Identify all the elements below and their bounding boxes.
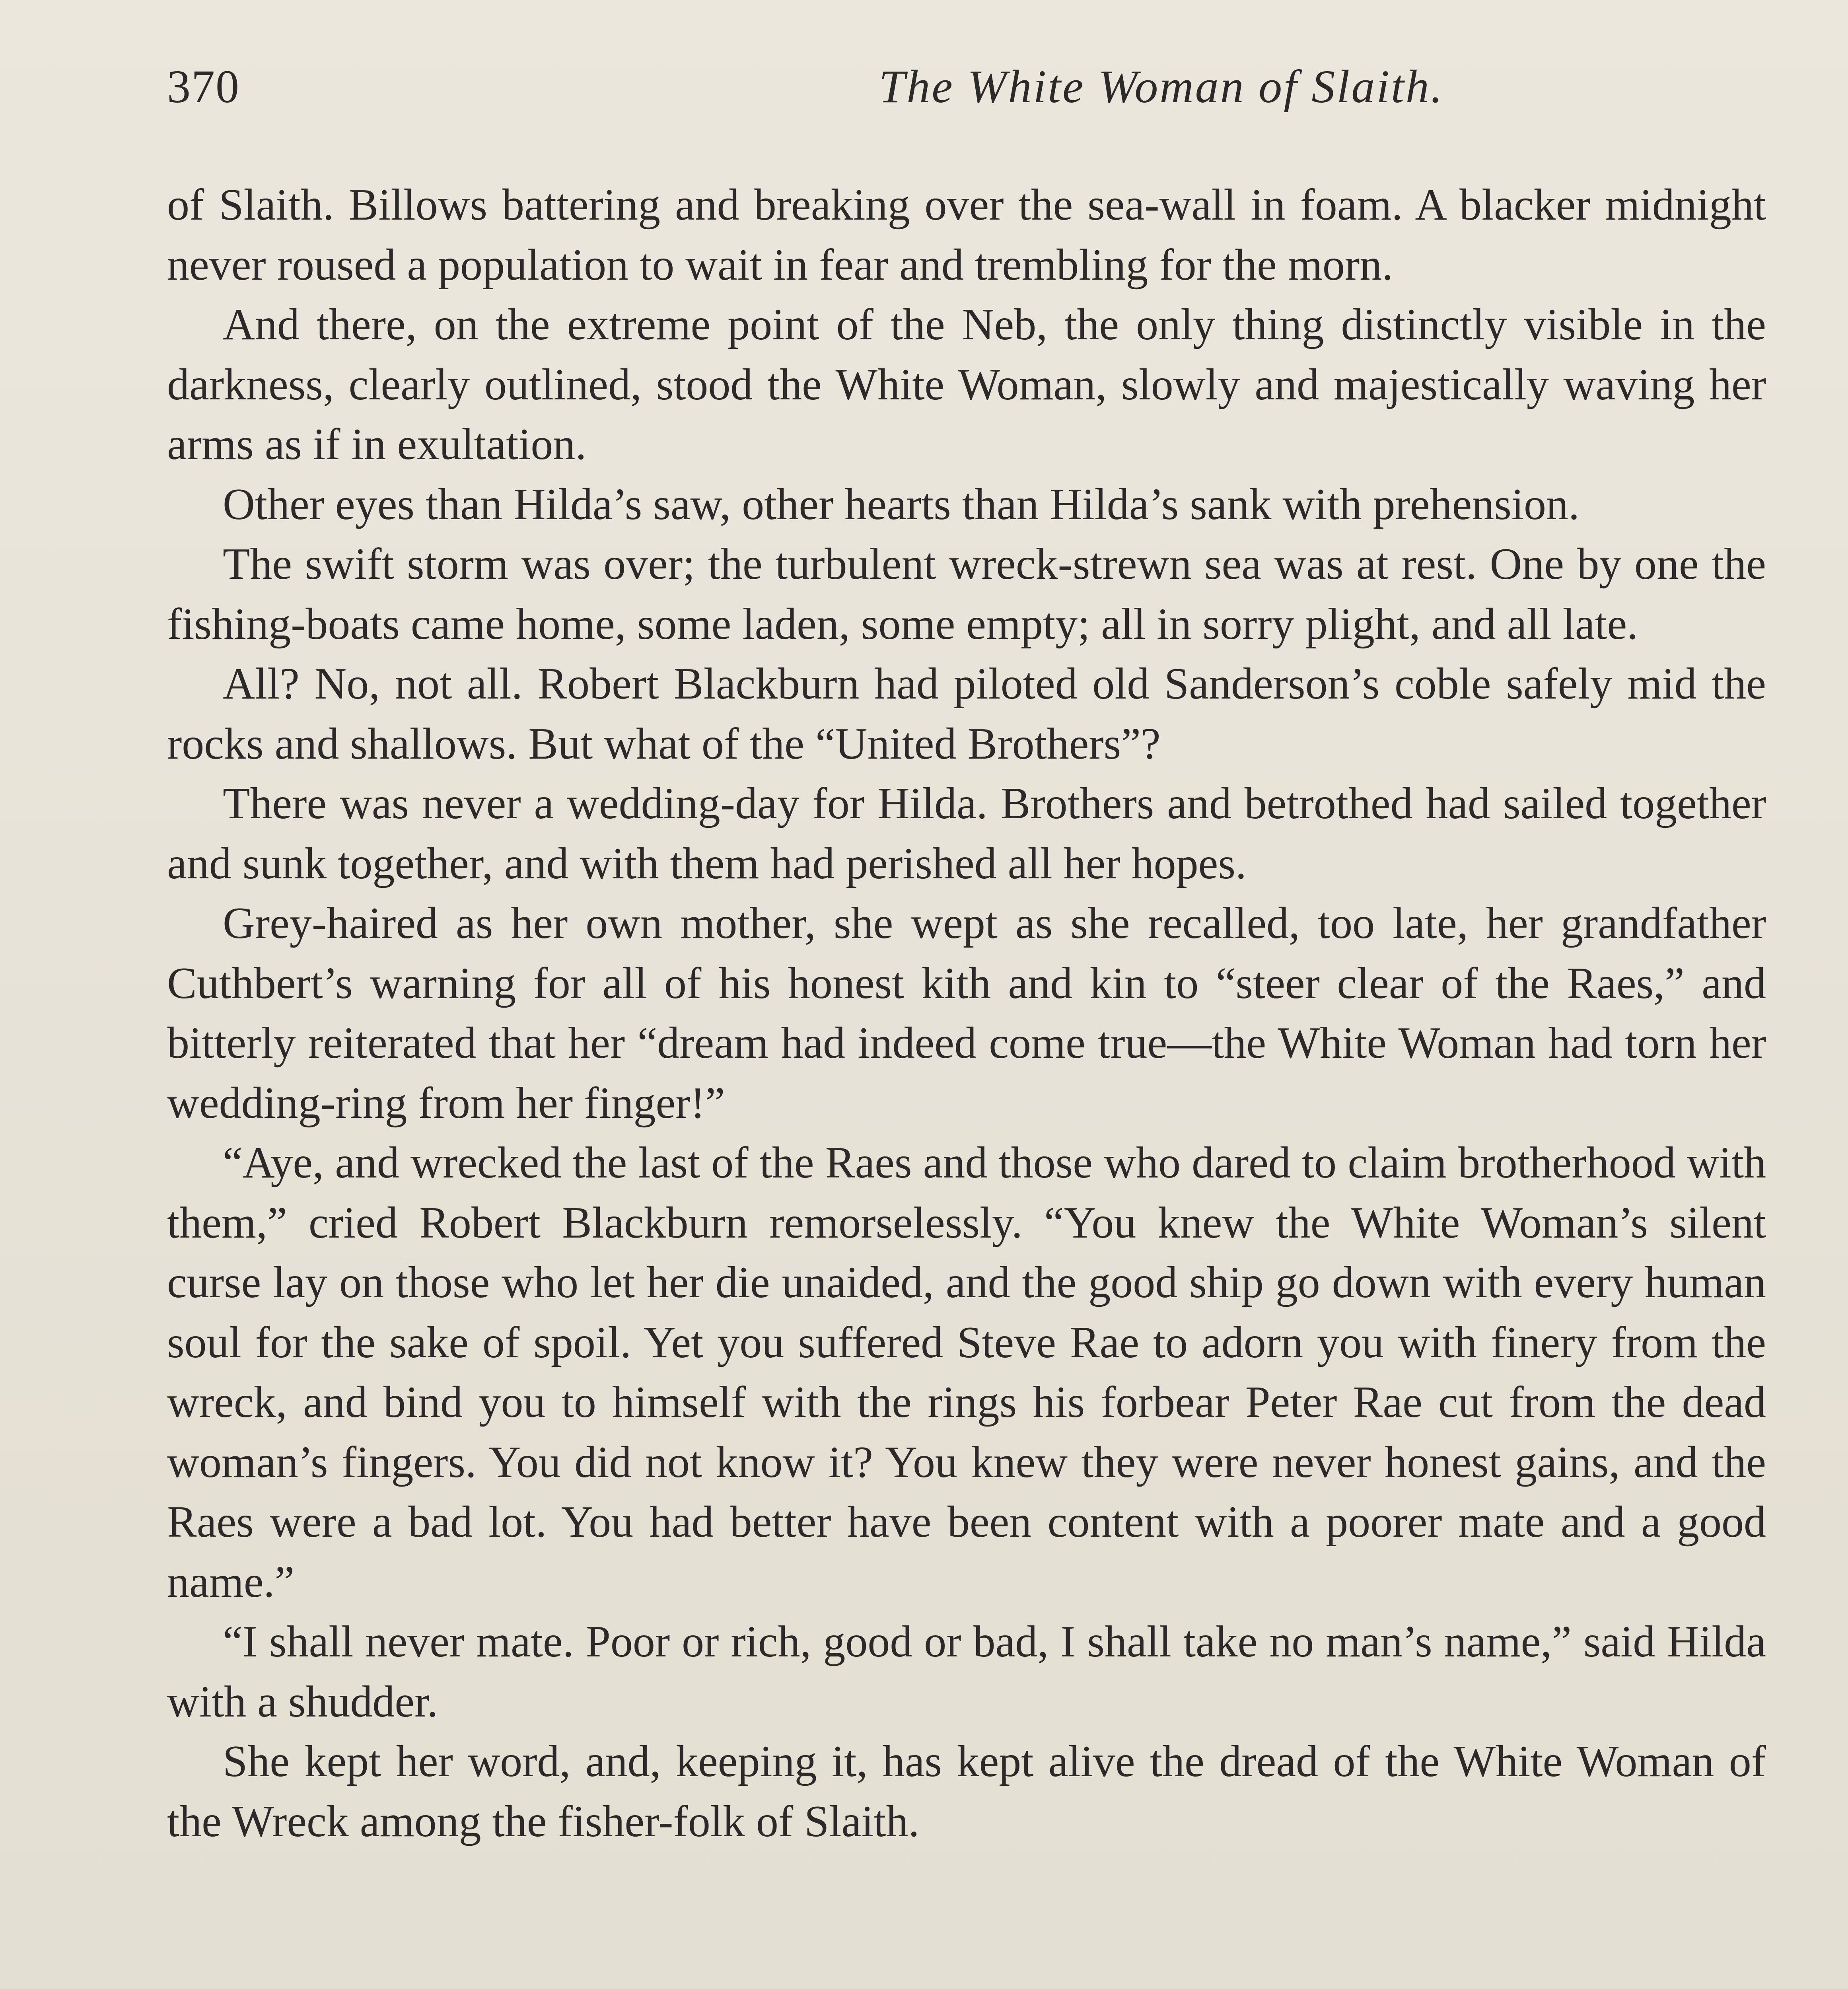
running-title: The White Woman of Slaith. <box>879 60 1444 113</box>
paragraph-6: There was never a wedding-day for Hilda. Brothers and betrothed had sailed together and sunk together, and with them had perished all her hopes. <box>167 779 1766 888</box>
paragraph-3: Other eyes than Hilda’s saw, other hearts than Hilda’s sank with prehension. <box>223 479 1580 529</box>
paragraph-5: All? No, not all. Robert Blackburn had piloted old Sanderson’s coble safely mid the rocks and shallows. But what of the “United Brothers”? <box>167 659 1766 769</box>
paragraph-2: And there, on the extreme point of the Neb, the only thing distinctly visible in the darkness, clearly outlined, stood the White Woman, slowly and majestically waving her arms as if in exultation. <box>167 300 1766 469</box>
page-header <box>167 60 1758 123</box>
story-text <box>167 175 1766 1851</box>
page-number: 370 <box>167 60 240 113</box>
paragraph-9: “I shall never mate. Poor or rich, good or bad, I shall take no man’s name,” said Hilda with a shudder. <box>167 1617 1766 1726</box>
paragraph-1: of Slaith. Billows battering and breaking over the sea-wall in foam. A blacker midnight never roused a population to wait in fear and trembling for the morn. <box>167 180 1766 290</box>
paragraph-8: “Aye, and wrecked the last of the Raes and those who dared to claim brotherhood with them,” cried Robert Blackburn remorselessly. “You knew the White Woman’s silent curse lay on those who let her die unaided, and the good ship go down with every human soul for the sake of spoil. Yet you suffered Steve Rae to adorn you with finery from the wreck, and bind you to himself with the rings his forbear Peter Rae cut from the dead woman’s fingers. You did not know it? You knew they were never honest gains, and the Raes were a bad lot. You had better have been content with a poorer mate and a good name.” <box>167 1138 1766 1607</box>
paragraph-10: She kept her word, and, keeping it, has kept alive the dread of the White Woman of the Wreck among the fisher-folk of Slaith. <box>167 1737 1766 1846</box>
paragraph-4: The swift storm was over; the turbulent wreck-strewn sea was at rest. One by one the fishing-boats came home, some laden, some empty; all in sorry plight, and all late. <box>167 539 1766 649</box>
paragraph-7: Grey-haired as her own mother, she wept as she recalled, too late, her grandfather Cuthbert’s warning for all of his honest kith and kin to “steer clear of the Raes,” and bitterly reiterated that her “dream had indeed come true—the White Woman had torn her wedding-ring from her finger!” <box>167 899 1766 1128</box>
